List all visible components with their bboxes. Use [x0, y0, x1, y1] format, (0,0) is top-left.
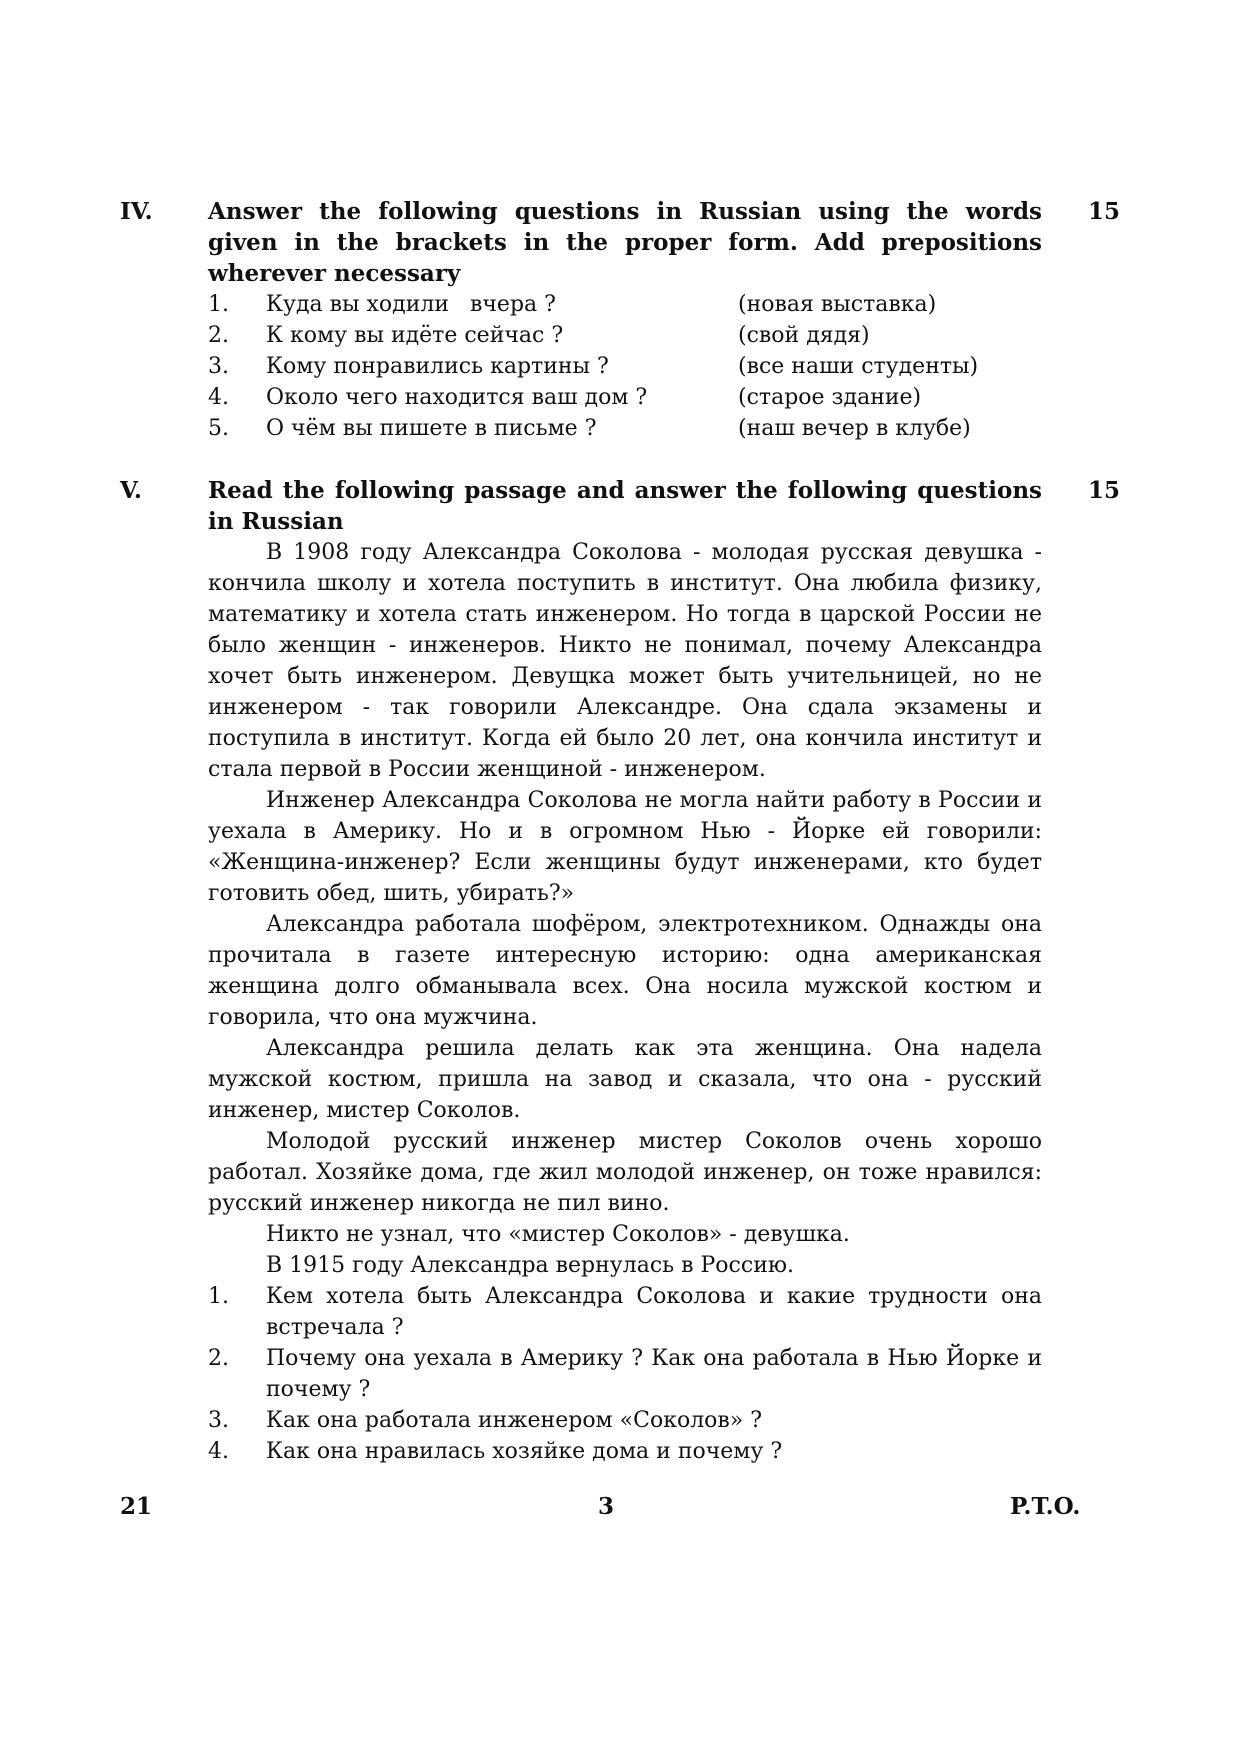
question-text: Как она нравилась хозяйке дома и почему ?	[266, 1439, 783, 1464]
question-text: Как она работала инженером «Соколов» ?	[266, 1408, 763, 1433]
passage-paragraph: В 1915 году Александра вернулась в Россию.	[266, 1253, 794, 1278]
question-hint: (свой дядя)	[738, 323, 870, 348]
section-iv	[120, 196, 1120, 446]
question-text: Куда вы ходили вчера ?	[266, 292, 556, 317]
question-text: Почему она уехала в Америку ? Как она работала в Нью Йорке и почему ?	[266, 1346, 1042, 1402]
section-numeral: IV.	[120, 198, 153, 225]
question-text: О чём вы пишете в письме ?	[266, 416, 597, 441]
question-number: 1.	[208, 1284, 229, 1309]
question-hint: (новая выставка)	[738, 292, 937, 317]
question-number: 5.	[208, 416, 229, 441]
question-hint: (старое здание)	[738, 385, 922, 410]
question-number: 2.	[208, 1346, 229, 1371]
question-item	[208, 289, 1042, 320]
reading-passage	[208, 537, 1042, 1281]
passage-paragraph: Александра работала шофёром, электротехником. Однажды она прочитала в газете интересную историю: одна американская женщина долго обманывала всех. Она носила мужской костюм и говорила, что она мужчина.	[208, 912, 1042, 1030]
question-item	[208, 382, 1042, 413]
question-number: 4.	[208, 1439, 229, 1464]
question-number: 2.	[208, 323, 229, 348]
footer-page-code: 21	[120, 1493, 153, 1520]
question-item	[208, 1343, 1042, 1405]
question-text: Кому понравились картины ?	[266, 354, 609, 379]
question-item	[208, 320, 1042, 351]
section-instruction: Answer the following questions in Russian using the words given in the brackets in the proper form. Add prepositions wherever necessary	[208, 198, 1042, 287]
question-item	[208, 1436, 1042, 1467]
question-item	[208, 1281, 1042, 1343]
question-number: 3.	[208, 1408, 229, 1433]
question-hint: (все наши студенты)	[738, 354, 979, 379]
question-item	[208, 1405, 1042, 1436]
question-list	[208, 1281, 1042, 1467]
section-v	[120, 475, 1120, 1485]
passage-paragraph: Инженер Александра Соколова не могла найти работу в России и уехала в Америку. Но и в огромном Нью - Йорке ей говорили: «Женщина-инженер? Если женщины будут инженерами, кто будет готовить обед, шить, убирать?»	[208, 788, 1042, 906]
question-number: 3.	[208, 354, 229, 379]
question-item	[208, 413, 1042, 444]
passage-paragraph: Никто не узнал, что «мистер Соколов» - девушка.	[266, 1222, 850, 1247]
passage-paragraph: Молодой русский инженер мистер Соколов очень хорошо работал. Хозяйке дома, где жил молодой инженер, он тоже нравился: русский инженер никогда не пил вино.	[208, 1129, 1042, 1216]
question-item	[208, 351, 1042, 382]
footer-page-number: 3	[598, 1493, 615, 1520]
question-hint: (наш вечер в клубе)	[738, 416, 971, 441]
question-list	[208, 289, 1042, 444]
passage-paragraph: В 1908 году Александра Соколова - молодая русская девушка - кончила школу и хотела поступить в институт. Она любила физику, математику и хотела стать инженером. Но тогда в царской России не было женщин - инженеров. Никто не понимал, почему Александра хочет быть инженером. Девущка может быть учительницей, но не инженером - так говорили Александре. Она сдала экзамены и поступила в институт. Когда ей было 20 лет, она кончила институт и стала первой в России женщиной - инженером.	[208, 540, 1042, 782]
question-text: К кому вы идёте сейчас ?	[266, 323, 564, 348]
section-marks: 15	[1087, 198, 1120, 225]
question-number: 1.	[208, 292, 229, 317]
footer-pto: P.T.O.	[1010, 1493, 1081, 1520]
question-text: Кем хотела быть Александра Соколова и какие трудности она встречала ?	[266, 1284, 1042, 1340]
section-instruction: Read the following passage and answer the following questions in Russian	[208, 477, 1042, 535]
question-text: Около чего находится ваш дом ?	[266, 385, 648, 410]
passage-paragraph: Александра решила делать как эта женщина. Она надела мужской костюм, пришла на завод и сказала, что она - русский инженер, мистер Соколов.	[208, 1036, 1042, 1123]
question-number: 4.	[208, 385, 229, 410]
section-numeral: V.	[120, 477, 142, 504]
section-marks: 15	[1087, 477, 1120, 504]
